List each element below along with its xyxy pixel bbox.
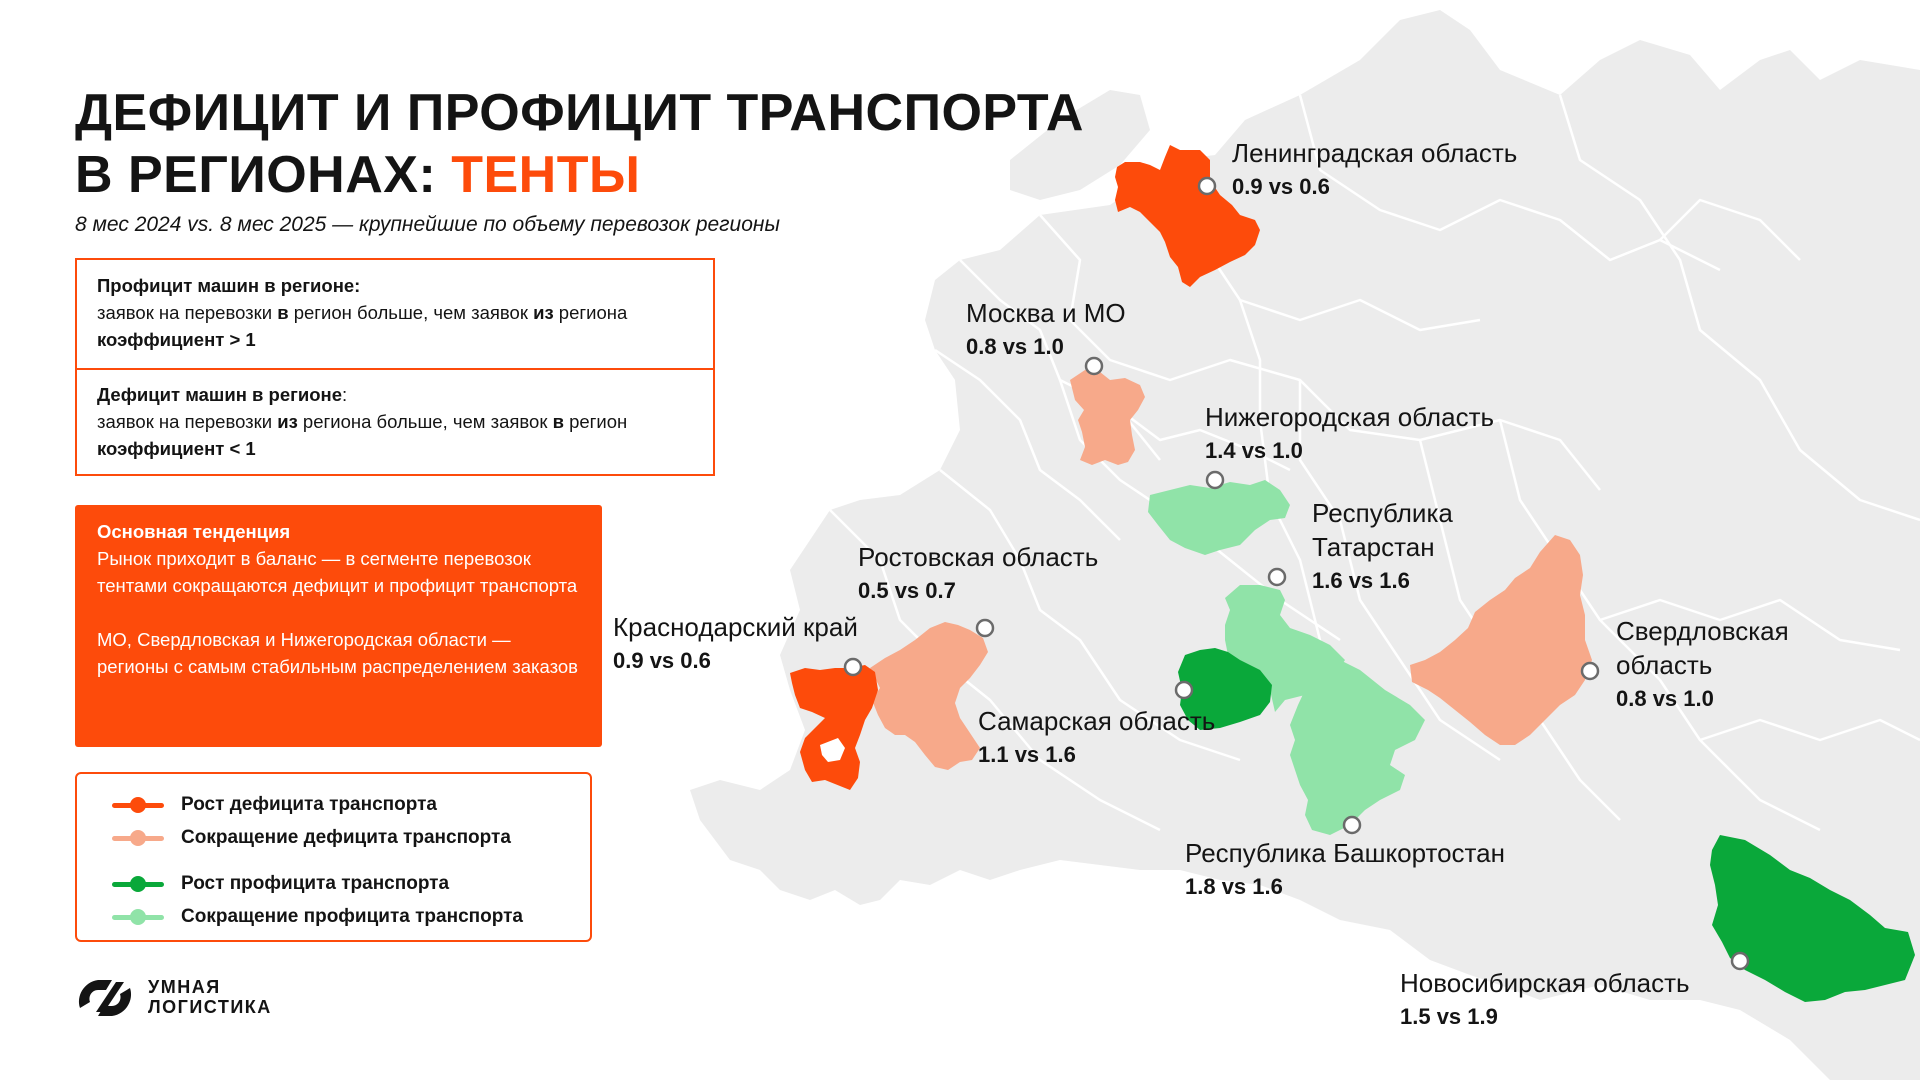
marker-leningrad[interactable] bbox=[1199, 178, 1215, 194]
surplus-coefficient: коэффициент > 1 bbox=[97, 329, 256, 350]
region-value: 1.5 vs 1.9 bbox=[1400, 1004, 1498, 1029]
legend-item-surplus-growth bbox=[112, 870, 449, 898]
logo-line-1: УМНАЯ bbox=[148, 977, 221, 997]
legend-item-surplus-reduction bbox=[112, 903, 523, 931]
deficit-definition bbox=[97, 381, 699, 462]
legend-label: Рост дефицита транспорта bbox=[181, 794, 437, 815]
logo-text bbox=[148, 977, 272, 1017]
deficit-text bbox=[97, 408, 699, 435]
trend-paragraph-2: МО, Свердловская и Нижегородская области — регионы с самым стабильным распределением заказов bbox=[97, 629, 578, 677]
label-sverdlovsk bbox=[1616, 614, 1789, 716]
marker-sverdlovsk[interactable] bbox=[1582, 663, 1598, 679]
label-rostov bbox=[858, 540, 1098, 608]
legend-item-deficit-growth bbox=[112, 791, 437, 819]
region-value: 0.5 vs 0.7 bbox=[858, 578, 956, 603]
page-subtitle: 8 мес 2024 vs. 8 мес 2025 — крупнейшие по объему перевозок регионы bbox=[75, 213, 780, 236]
region-name: Нижегородская область bbox=[1205, 402, 1495, 432]
label-krasnodar bbox=[613, 610, 858, 678]
deficit-text-c: региона больше, чем заявок bbox=[297, 411, 553, 432]
region-name: Новосибирская область bbox=[1400, 968, 1690, 998]
surplus-definition bbox=[97, 272, 699, 353]
deficit-heading-colon: : bbox=[341, 384, 348, 405]
region-value: 1.1 vs 1.6 bbox=[978, 742, 1076, 767]
legend-item-deficit-reduction bbox=[112, 824, 511, 852]
label-nizhny bbox=[1205, 400, 1494, 468]
legend-label: Рост профицита транспорта bbox=[181, 873, 450, 894]
label-bashkortostan bbox=[1185, 836, 1505, 904]
region-name: Самарская область bbox=[978, 706, 1216, 736]
legend-label: Сокращение дефицита транспорта bbox=[181, 827, 511, 848]
label-samara bbox=[978, 704, 1215, 772]
marker-bashkortostan[interactable] bbox=[1344, 817, 1360, 833]
trend-box bbox=[75, 505, 602, 747]
surplus-text-a: заявок на перевозки bbox=[97, 302, 278, 323]
deficit-heading-line bbox=[97, 381, 699, 408]
deficit-text-e: регион bbox=[563, 411, 628, 432]
region-value: 1.4 vs 1.0 bbox=[1205, 438, 1303, 463]
title-accent: ТЕНТЫ bbox=[451, 146, 641, 204]
region-name: Москва и МО bbox=[966, 298, 1126, 328]
trend-spacer bbox=[97, 599, 580, 626]
marker-nizhny[interactable] bbox=[1207, 472, 1223, 488]
legend-swatch-deficit-reduction bbox=[112, 831, 164, 845]
map-legend bbox=[75, 772, 592, 942]
logo-line-2: ЛОГИСТИКА bbox=[148, 997, 272, 1017]
region-name: Ростовская область bbox=[858, 542, 1099, 572]
region-value: 0.9 vs 0.6 bbox=[1232, 174, 1330, 199]
legend-label: Сокращение профицита транспорта bbox=[181, 906, 523, 927]
title-line-2 bbox=[75, 144, 1084, 206]
deficit-heading: Дефицит машин в регионе bbox=[97, 384, 342, 405]
label-novosibirsk bbox=[1400, 966, 1690, 1034]
surplus-heading: Профицит машин в регионе: bbox=[97, 275, 361, 296]
region-name-line-1: Свердловская bbox=[1616, 616, 1789, 646]
region-name-line-2: область bbox=[1616, 650, 1713, 680]
surplus-text-b: в bbox=[277, 302, 289, 323]
region-name-line-2: Татарстан bbox=[1312, 532, 1435, 562]
region-name: Ленинградская область bbox=[1232, 138, 1518, 168]
region-value: 1.8 vs 1.6 bbox=[1185, 874, 1283, 899]
title-line-2-prefix: В РЕГИОНАХ: bbox=[75, 146, 452, 204]
surplus-text-e: региона bbox=[553, 302, 628, 323]
definitions-box bbox=[75, 258, 715, 476]
marker-novosibirsk[interactable] bbox=[1732, 953, 1748, 969]
legend-swatch-deficit-growth bbox=[112, 798, 164, 812]
marker-tatarstan[interactable] bbox=[1269, 569, 1285, 585]
page-title bbox=[75, 82, 1084, 206]
definitions-divider bbox=[77, 368, 713, 370]
trend-heading: Основная тенденция bbox=[97, 521, 291, 542]
label-tatarstan bbox=[1312, 496, 1453, 598]
title-line-1: ДЕФИЦИТ И ПРОФИЦИТ ТРАНСПОРТА bbox=[75, 84, 1084, 142]
deficit-coefficient: коэффициент < 1 bbox=[97, 438, 256, 459]
region-name-line-1: Республика bbox=[1312, 498, 1453, 528]
legend-swatch-surplus-growth bbox=[112, 877, 164, 891]
legend-swatch-surplus-reduction bbox=[112, 910, 164, 924]
deficit-text-b: из bbox=[277, 411, 298, 432]
deficit-text-a: заявок на перевозки bbox=[97, 411, 278, 432]
trend-paragraph-1: Рынок приходит в баланс — в сегменте перевозок тентами сокращаются дефицит и профицит транспорта bbox=[97, 548, 578, 596]
deficit-text-d: в bbox=[552, 411, 564, 432]
marker-samara[interactable] bbox=[1176, 682, 1192, 698]
label-leningrad bbox=[1232, 136, 1517, 204]
surplus-text bbox=[97, 299, 699, 326]
region-name: Краснодарский край bbox=[613, 612, 858, 642]
marker-rostov[interactable] bbox=[977, 620, 993, 636]
region-value: 0.9 vs 0.6 bbox=[613, 648, 711, 673]
region-value: 0.8 vs 1.0 bbox=[1616, 686, 1714, 711]
region-name: Республика Башкортостан bbox=[1185, 838, 1505, 868]
region-value: 0.8 vs 1.0 bbox=[966, 334, 1064, 359]
surplus-text-d: из bbox=[533, 302, 554, 323]
label-moscow bbox=[966, 296, 1126, 364]
region-value: 1.6 vs 1.6 bbox=[1312, 568, 1410, 593]
surplus-text-c: регион больше, чем заявок bbox=[288, 302, 534, 323]
